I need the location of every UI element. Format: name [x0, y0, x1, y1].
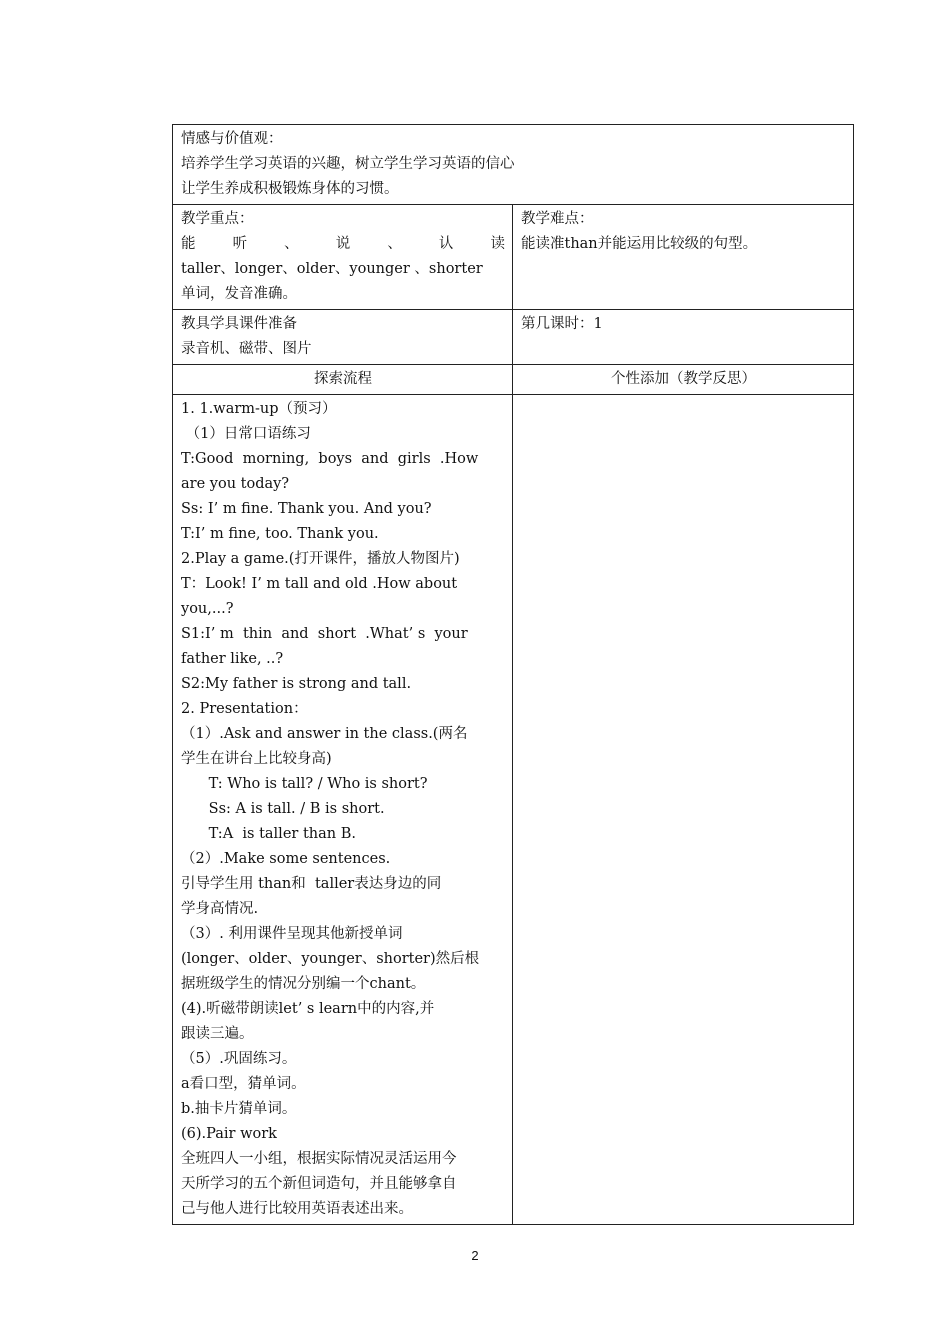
materials-text: 录音机、磁带、图片 — [181, 341, 312, 357]
materials-row — [173, 310, 854, 365]
process-line: （5）.巩固练习。 — [181, 1051, 297, 1067]
lesson-number: 第几课时：1 — [521, 316, 603, 332]
process-line: 己与他人进行比较用英语表述出来。 — [181, 1201, 413, 1217]
process-line: 全班四人一小组，根据实际情况灵活运用今 — [181, 1151, 457, 1167]
process-line: are you today? — [181, 476, 290, 492]
emotion-line: 培养学生学习英语的兴趣，树立学生学习英语的信心 — [181, 156, 515, 172]
process-line: 1. 1.warm-up（预习） — [181, 401, 337, 417]
key-points-cell — [173, 205, 513, 310]
process-line: S1:I’ m thin and short .What’ s your — [181, 626, 468, 642]
process-line: a看口型，猜单词。 — [181, 1076, 306, 1092]
page-number: 2 — [471, 1248, 479, 1263]
difficulty-cell — [513, 205, 854, 310]
process-row — [173, 395, 854, 1225]
difficulty-title: 教学难点： — [521, 211, 594, 227]
emotion-row — [173, 125, 854, 205]
process-line: T: Who is tall? / Who is short? — [181, 776, 428, 792]
process-line: 据班级学生的情况分别编一个chant。 — [181, 976, 426, 992]
lesson-number-cell — [513, 310, 854, 365]
key-points-line: 能 听 、 说 、 认 读 — [181, 236, 505, 252]
process-line: T：Look! I’ m tall and old .How about — [181, 576, 458, 592]
materials-title: 教具学具课件准备 — [181, 316, 297, 332]
emotion-title: 情感与价值观： — [181, 131, 283, 147]
emotion-line: 让学生养成积极锻炼身体的习惯。 — [181, 181, 399, 197]
process-line: S2:My father is strong and tall. — [181, 676, 412, 692]
process-line: you,...? — [181, 601, 234, 617]
process-line: （1）.Ask and answer in the class.(两名 — [181, 726, 468, 742]
reflection-cell — [513, 395, 854, 1225]
process-line: 引导学生用 than和 taller表达身边的同 — [181, 876, 442, 892]
process-line: 跟读三遍。 — [181, 1026, 254, 1042]
process-line: 2. Presentation： — [181, 701, 308, 717]
process-line: 天所学习的五个新但词造句，并且能够拿自 — [181, 1176, 457, 1192]
process-line: Ss: A is tall. / B is short. — [181, 801, 385, 817]
process-header: 探索流程 — [173, 365, 513, 395]
key-points-row — [173, 205, 854, 310]
process-cell — [173, 395, 513, 1225]
difficulty-text: 能读准than并能运用比较级的句型。 — [521, 236, 758, 252]
process-line: (longer、older、younger、shorter)然后根 — [181, 951, 480, 967]
process-line: (4).听磁带朗读let’ s learn中的内容,并 — [181, 1001, 435, 1017]
process-line: 学生在讲台上比较身高) — [181, 751, 332, 767]
key-points-title: 教学重点： — [181, 211, 254, 227]
process-line: T:Good morning, boys and girls .How — [181, 451, 479, 467]
process-line: （3）. 利用课件呈现其他新授单词 — [181, 926, 403, 942]
process-line: (6).Pair work — [181, 1126, 277, 1142]
process-line: T:I’ m fine, too. Thank you. — [181, 526, 379, 542]
reflection-header: 个性添加（教学反思） — [513, 365, 854, 395]
materials-cell — [173, 310, 513, 365]
key-points-line: 单词，发音准确。 — [181, 286, 297, 302]
emotion-cell — [173, 125, 854, 205]
lesson-plan-table — [172, 124, 854, 1225]
process-lines — [181, 397, 505, 1222]
process-line: （2）.Make some sentences. — [181, 851, 391, 867]
process-line: father like, ..? — [181, 651, 284, 667]
process-line: （1）日常口语练习 — [181, 426, 311, 442]
process-line: Ss: I’ m fine. Thank you. And you? — [181, 501, 432, 517]
process-line: b.抽卡片猜单词。 — [181, 1101, 297, 1117]
process-line: 2.Play a game.(打开课件，播放人物图片) — [181, 551, 460, 567]
process-line: T:A is taller than B. — [181, 826, 356, 842]
key-points-words: taller、longer、older、younger 、shorter — [181, 261, 483, 277]
process-line: 学身高情况. — [181, 901, 259, 917]
header-row — [173, 365, 854, 395]
